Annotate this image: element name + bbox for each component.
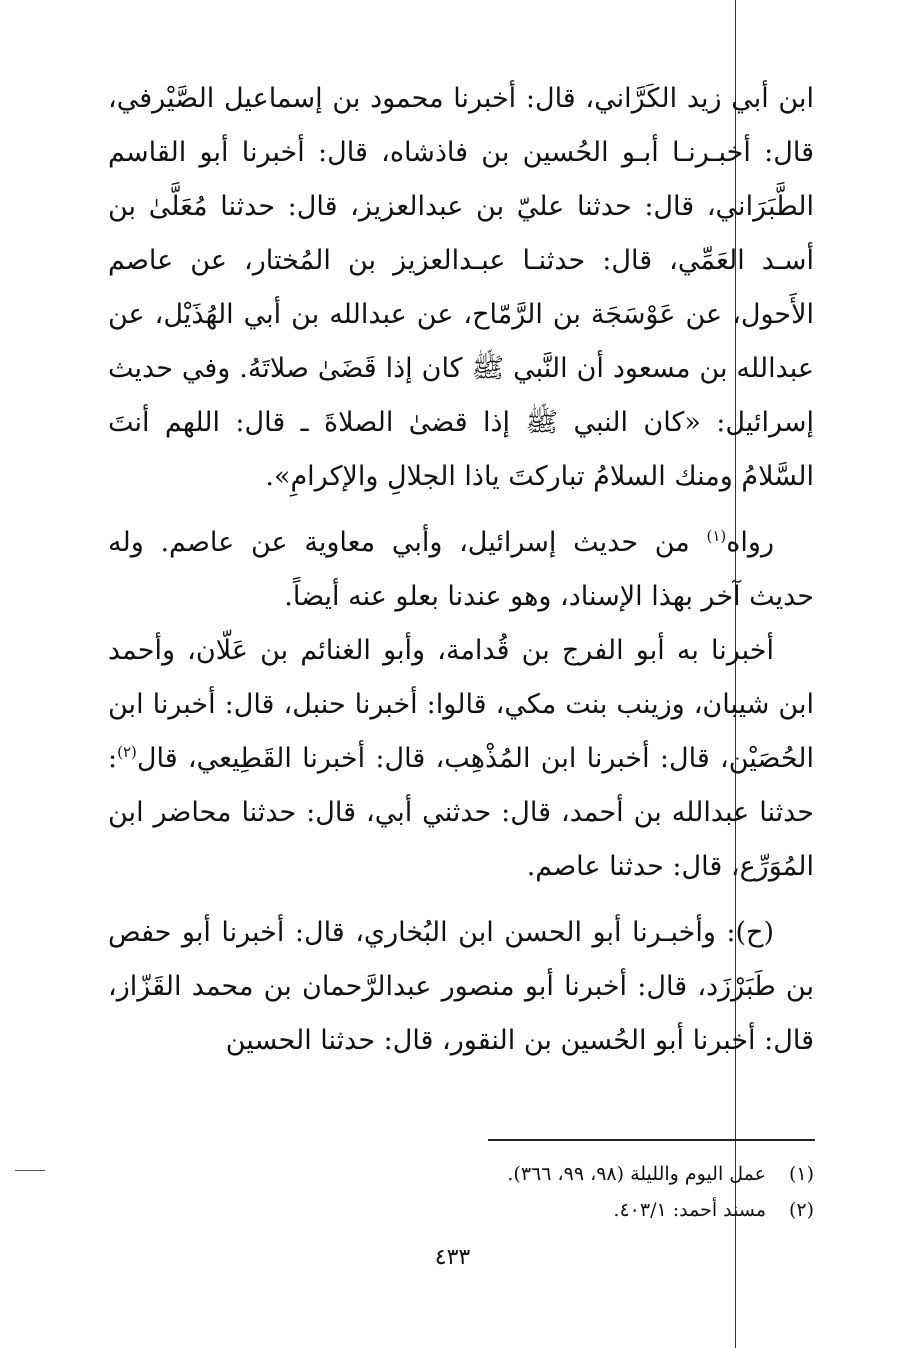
- footnote-1: [300, 1156, 814, 1192]
- paragraph-2: [108, 516, 814, 624]
- footnote-text: عمل اليوم والليلة (٩٨، ٩٩، ٣٦٦).: [507, 1163, 766, 1185]
- footnotes: [300, 1156, 814, 1228]
- footnote-number: (١): [788, 1163, 814, 1185]
- footnote-text: مسند أحمد: ٤٠٣/١.: [613, 1199, 766, 1221]
- margin-mark: [15, 1170, 45, 1171]
- main-text: [108, 72, 814, 1068]
- paragraph-3-start: أخبرنا به أبو الفرج بن قُدامة، وأبو الغنائم بن عَلّان، وأحمد ابن شيبان، وزينب بنت مكي، قالوا: أخبرنا حنبل، قال: أخبرنا ابن الحُصَيْن، قال: أخبرنا ابن المُذْهِب، قال: أخبرنا القَطِيعي، قال: [108, 635, 814, 774]
- paragraph-3-rest: : حدثنا عبدالله بن أحمد، قال: حدثني أبي، قال: حدثنا محاضر ابن المُوَرِّع، قال: حدثنا عاصم.: [108, 743, 814, 882]
- paragraph-1: ابن أبي زيد الكَرَّاني، قال: أخبرنا محمود بن إسماعيل الصَّيْرفي، قال: أخبـرنـا أبـو الحُسين بن فاذشاه، قال: أخبرنا أبو القاسم الطَّبَرَاني، قال: حدثنا عليّ بن عبدالعزيز، قال: حدثنا مُعَلَّىٰ بن أسـد العَمِّي، قال: حدثنـا عبـدالعزيز بن المُختار، عن عاصم الأَحول، عن عَوْسَجَة بن الرَّمّاح، عن عبدالله بن أبي الهُذَيْل، عن عبدالله بن مسعود أن النَّبي ﷺ كان إذا قَضَىٰ صلاتَهُ. وفي حديث إسرائيل: «كان النبي ﷺ إذا قضىٰ الصلاةَ ـ قال: اللهم أنتَ السَّلامُ ومنك السلامُ تباركتَ ياذا الجلالِ والإكرامِ».: [108, 83, 814, 492]
- page-number: ٤٣٣: [434, 1245, 471, 1270]
- footnote-separator: [488, 1139, 815, 1141]
- footnote-2: [300, 1192, 814, 1228]
- footnote-ref-1: (١): [706, 527, 727, 545]
- paragraph-2-start: رواه: [726, 527, 774, 558]
- footnote-number: (٢): [788, 1199, 814, 1221]
- paragraph-3: [108, 624, 814, 894]
- footnote-ref-2: (٢): [117, 743, 137, 761]
- paragraph-2-rest: من حديث إسرائيل، وأبي معاوية عن عاصم. وله حديث آخر بهذا الإسناد، وهو عندنا بعلو عنه أيضاً.: [108, 527, 814, 612]
- paragraph-4: (ح): وأخبـرنا أبو الحسن ابن البُخاري، قال: أخبرنا أبو حفص بن طَبَرْزَد، قال: أخبرنا أبو منصور عبدالرَّحمان بن محمد القَزّاز، قال: أخبرنا أبو الحُسين بن النقور، قال: حدثنا الحسين: [108, 917, 814, 1056]
